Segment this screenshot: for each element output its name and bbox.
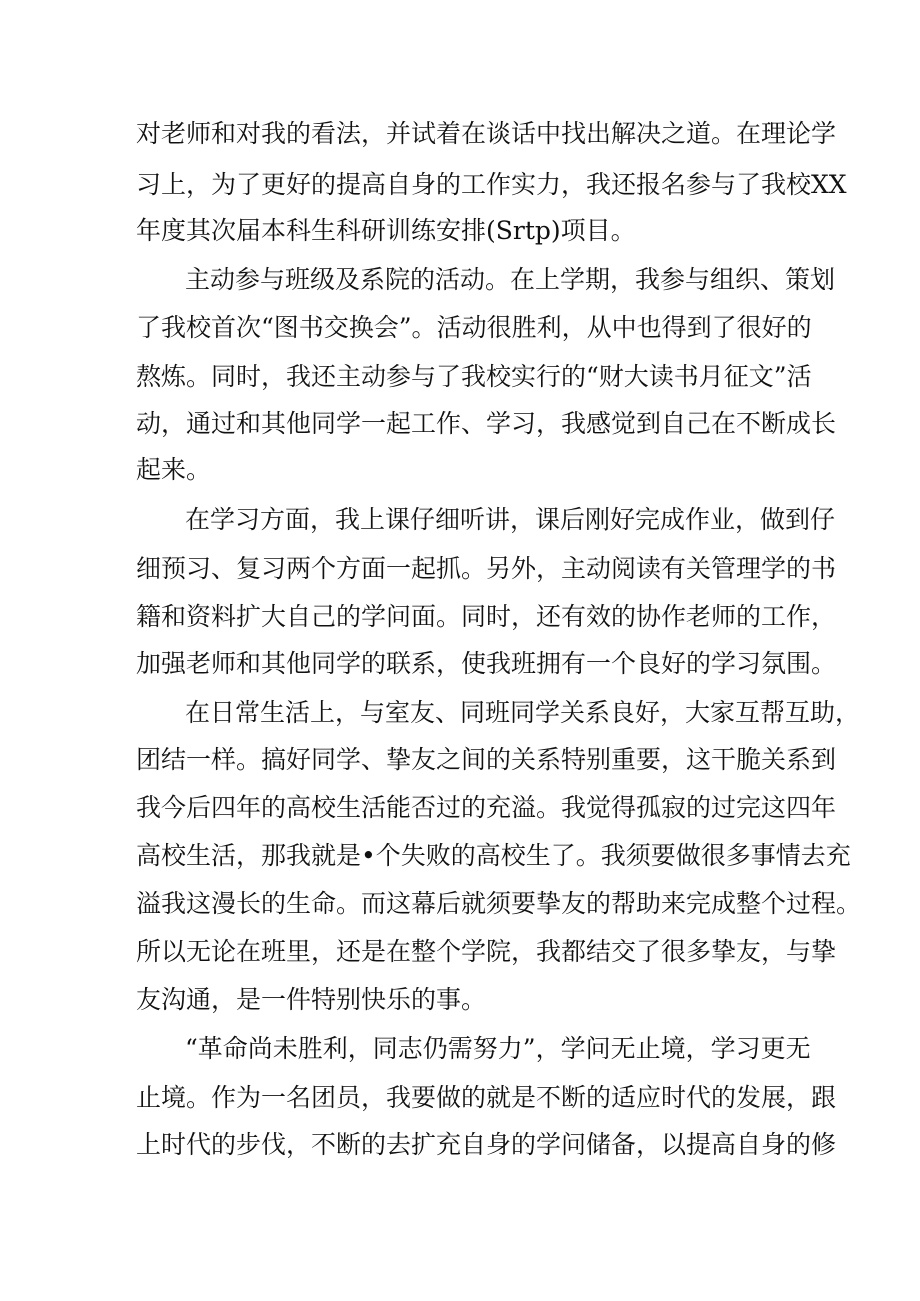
text-line: 熬炼。同时，我还主动参与了我校实行的“财大读书月征文”活	[136, 362, 812, 391]
text-line: 籍和资料扩大自己的学问面。同时，还有效的协作老师的工作，	[136, 602, 837, 631]
text-line: 在日常生活上，与室友、同班同学关系良好，大家互帮互助，	[185, 698, 861, 727]
text-line: 溢我这漫长的生命。而这幕后就须要挚友的帮助来完成整个过程。	[136, 889, 862, 918]
text-line: 对老师和对我的看法，并试着在谈话中找出解决之道。在理论学	[136, 119, 837, 148]
text-line: 团结一样。搞好同学、挚友之间的关系特别重要，这干脆关系到	[136, 745, 837, 774]
text-line: “革命尚未胜利，同志仍需努力”，学问无止境，学习更无	[185, 1034, 811, 1063]
text-line: 止境。作为一名团员，我要做的就是不断的适应时代的发展，跟	[136, 1083, 837, 1112]
text-line: 加强老师和其他同学的联系，使我班拥有一个良好的学习氛围。	[136, 649, 837, 678]
text-line: 高校生活，那我就是•个失败的高校生了。我须要做很多事情去充	[136, 841, 851, 870]
text-line: 年度其次届本科生科研训练安排(Srtp)项目。	[136, 216, 636, 245]
text-line: 在学习方面，我上课仔细听讲，课后刚好完成作业，做到仔	[185, 505, 836, 534]
text-line: 动，通过和其他同学一起工作、学习，我感觉到自己在不断成长	[136, 409, 837, 438]
text-line: 所以无论在班里，还是在整个学院，我都结交了很多挚友，与挚	[136, 937, 837, 966]
text-line: 起来。	[136, 455, 212, 484]
text-line: 习上，为了更好的提高自身的工作实力，我还报名参与了我校XX	[136, 170, 847, 199]
text-line: 上时代的步伐，不断的去扩充自身的学问储备，以提高自身的修	[136, 1130, 837, 1159]
text-line: 细预习、复习两个方面一起抓。另外，主动阅读有关管理学的书	[136, 554, 837, 583]
text-line: 我今后四年的高校生活能否过的充溢。我觉得孤寂的过完这四年	[136, 793, 837, 822]
text-line: 主动参与班级及系院的活动。在上学期，我参与组织、策划	[185, 265, 836, 294]
text-line: 友沟通，是一件特别快乐的事。	[136, 985, 487, 1014]
text-line: 了我校首次“图书交换会”。活动很胜利，从中也得到了很好的	[136, 313, 812, 342]
